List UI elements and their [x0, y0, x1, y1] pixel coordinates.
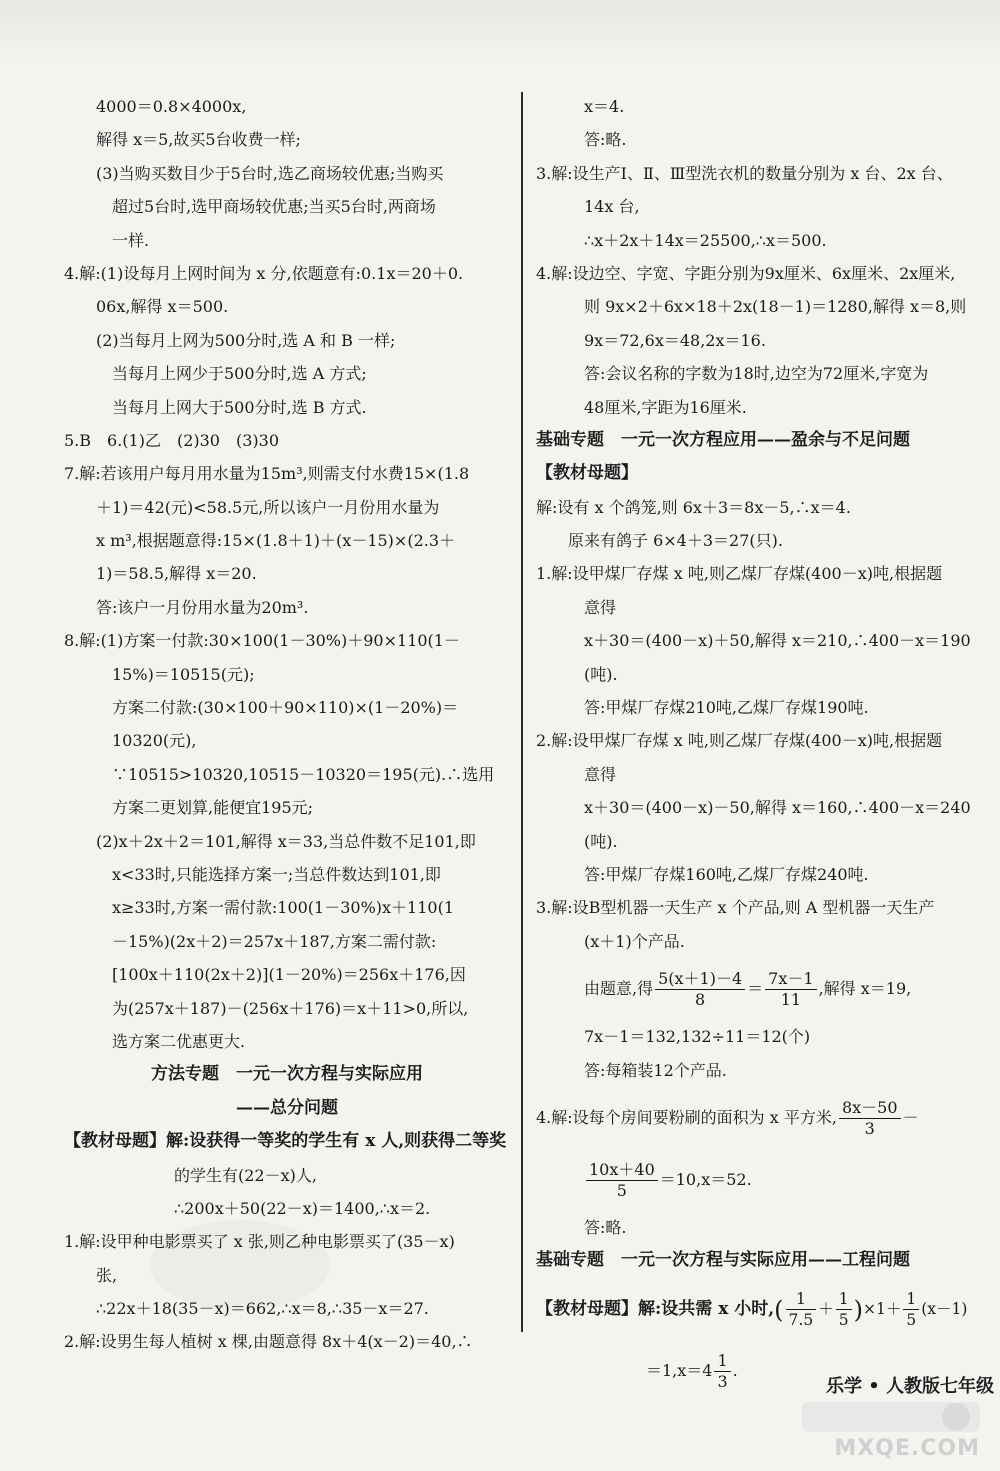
right-text-line: 4.解:设边空、字宽、字距分别为9x厘米、6x厘米、2x厘米,: [536, 263, 956, 283]
numerator: 1: [836, 1289, 852, 1310]
numerator: 1: [714, 1351, 730, 1372]
numerator: 1: [903, 1289, 919, 1310]
left-text-line: ∵10515>10320,10515－10320＝195(元).∴选用: [112, 764, 495, 784]
left-text-line: x m³,根据题意得:15×(1.8＋1)＋(x－15)×(2.3＋: [96, 531, 456, 551]
left-text-line: 8.解:(1)方案一付款:30×100(1－30%)＋90×110(1－: [64, 631, 460, 651]
right-text-line: 原来有鸽子 6×4＋3＝27(只).: [568, 531, 783, 551]
fraction: [655, 969, 745, 1010]
left-text-line: 06x,解得 x＝500.: [96, 297, 229, 317]
right-column: [536, 90, 976, 1402]
left-text-line: ——总分问题: [236, 1097, 338, 1118]
left-text-line: 7.解:若该用户每月用水量为15m³,则需支付水费15×(1.8: [64, 464, 470, 484]
left-text-line: 当每月上网少于500分时,选 A 方式;: [112, 364, 367, 384]
watermark-text: MXQE.COM: [834, 1436, 980, 1461]
left-text-line: 的学生有(22－x)人,: [174, 1165, 317, 1185]
equation-prefix: 由题意,得: [584, 979, 654, 999]
equation-prefix: ＝1,x＝4: [646, 1360, 713, 1380]
equation-suffix: ,解得 x＝19,: [818, 979, 912, 999]
left-text-line: 4000＝0.8×4000x,: [96, 97, 247, 116]
numerator: 8x－50: [839, 1098, 901, 1119]
page-footer: 乐学 • 人教版七年级: [825, 1376, 994, 1397]
fraction: [714, 1351, 730, 1392]
denominator: 5: [838, 1311, 849, 1330]
left-text-line: 1.解:设甲种电影票买了 x 张,则乙种电影票买了(35－x): [64, 1232, 455, 1252]
equation-suffix: ＝10,x＝52.: [659, 1169, 752, 1189]
left-text-line: [100x＋110(2x＋2)](1－20%)＝256x＋176,因: [112, 965, 466, 985]
left-text-line: 1)＝58.5,解得 x＝20.: [96, 564, 257, 584]
left-text-line: 超过5台时,选甲商场较优惠;当买5台时,两商场: [112, 197, 436, 217]
denominator: 5: [906, 1311, 917, 1330]
right-text-line: 基础专题 一元一次方程应用——盈余与不足问题: [536, 429, 910, 450]
left-text-line: 【教材母题】解:设获得一等奖的学生有 x 人,则获得二等奖: [64, 1131, 507, 1152]
denominator: 8: [695, 990, 706, 1010]
equation-prefix: 【教材母题】解:设共需 x 小时,: [536, 1298, 775, 1319]
left-text-line: (2)当每月上网为500分时,选 A 和 B 一样;: [96, 330, 396, 350]
fraction: [786, 1289, 817, 1330]
left-column: [64, 90, 510, 1359]
left-text-line: －15%)(2x＋2)＝257x＋187,方案二需付款:: [112, 931, 437, 951]
left-text-line: ∴200x＋50(22－x)＝1400,∴x＝2.: [174, 1198, 431, 1218]
left-text-line: 一样.: [112, 230, 150, 250]
right-text-line: 答:甲煤厂存煤160吨,乙煤厂存煤240吨.: [584, 864, 869, 884]
equation-line-1: [536, 958, 976, 1020]
denominator: 3: [864, 1118, 875, 1138]
left-text-line: 2.解:设男生每人植树 x 棵,由题意得 8x＋4(x－2)＝40,∴: [64, 1332, 473, 1352]
left-text-line: 4.解:(1)设每月上网时间为 x 分,依题意有:0.1x＝20＋0.: [64, 263, 464, 283]
equals-sign: ＝: [747, 979, 764, 999]
left-text-line: 方法专题 一元一次方程与实际应用: [151, 1064, 423, 1085]
fraction: [903, 1289, 919, 1330]
left-text-line: ＋1)＝42(元)<58.5元,所以该户一月份用水量为: [96, 497, 440, 517]
right-column-top: [536, 90, 976, 958]
right-text-line: 答:甲煤厂存煤210吨,乙煤厂存煤190吨.: [584, 698, 869, 718]
left-text-line: 10320(元),: [112, 731, 197, 751]
right-text-line: 答:略.: [584, 130, 627, 150]
left-text-line: 张,: [96, 1265, 118, 1285]
left-text-line: 5.B 6.(1)乙 (2)30 (3)30: [64, 430, 280, 450]
right-text-line: 解:设有 x 个鸽笼,则 6x＋3＝8x－5,∴x＝4.: [536, 497, 851, 517]
right-text-line: 2.解:设甲煤厂存煤 x 吨,则乙煤厂存煤(400－x)吨,根据题: [536, 731, 943, 751]
equation-line-4: 【教材母题】解:设共需 x 小时,( $\frac{1}{7.5}$ ＋ $\frac{1}{5}$ )×1＋ $\frac{1}{5}$ (x－1): [536, 1290, 968, 1330]
left-text-line: 答:该户一月份用水量为20m³.: [96, 597, 309, 617]
left-text-line: (3)当购买数目少于5台时,选乙商场较优惠;当购买: [96, 163, 444, 183]
left-text-line: 方案二付款:(30×100＋90×110)×(1－20%)＝: [112, 698, 459, 718]
right-text-line: 1.解:设甲煤厂存煤 x 吨,则乙煤厂存煤(400－x)吨,根据题: [536, 564, 943, 584]
equation-line-2: [536, 1087, 976, 1149]
numerator: 5(x＋1)－4: [655, 969, 745, 990]
right-text-line: (吨).: [584, 664, 618, 684]
left-text-line: x<33时,只能选择方案一;当总件数达到101,即: [112, 864, 441, 884]
fraction: [765, 969, 816, 1010]
denominator: 5: [616, 1180, 627, 1200]
denominator: 7.5: [788, 1311, 814, 1330]
right-text-line: 基础专题 一元一次方程与实际应用——工程问题: [536, 1250, 910, 1271]
plus-sign: ＋: [818, 1299, 834, 1318]
right-text-line: (吨).: [584, 831, 618, 851]
right-text-line: 意得: [584, 764, 617, 784]
denominator: 11: [780, 990, 802, 1010]
right-column-end: [536, 1211, 976, 1278]
numerator: 7x－1: [765, 969, 816, 990]
left-text-line: x≥33时,方案一需付款:100(1－30%)x＋110(1: [112, 898, 455, 918]
right-text-line: x＋30＝(400－x)－50,解得 x＝160,∴400－x＝240: [584, 798, 971, 818]
left-text-line: 解得 x＝5,故买5台收费一样;: [96, 130, 301, 150]
right-text-line: 答:会议名称的字数为18时,边空为72厘米,字宽为: [584, 364, 929, 384]
right-text-line: ∴x＋2x＋14x＝25500,∴x＝500.: [584, 230, 827, 250]
numerator: 1: [786, 1289, 817, 1310]
numerator: 10x＋40: [586, 1160, 658, 1181]
right-text-line: 7x－1＝132,132÷11＝12(个): [584, 1027, 811, 1047]
right-text-line: 14x 台,: [584, 197, 640, 217]
right-text-line: x＋30＝(400－x)＋50,解得 x＝210,∴400－x＝190: [584, 631, 971, 651]
left-text-line: 为(257x＋187)－(256x＋176)＝x＋11>0,所以,: [112, 998, 469, 1018]
equation-middle: ×1＋: [862, 1299, 902, 1318]
right-text-line: 3.解:设生产Ⅰ、Ⅱ、Ⅲ型洗衣机的数量分别为 x 台、2x 台、: [536, 163, 953, 183]
left-text-line: (2)x＋2x＋2＝101,解得 x＝33,当总件数不足101,即: [96, 831, 476, 851]
equation-line-3: [536, 1149, 976, 1211]
left-text-line: 方案二更划算,能便宜195元;: [112, 798, 314, 818]
right-text-line: 9x＝72,6x＝48,2x＝16.: [584, 330, 766, 350]
equation-suffix: .: [732, 1360, 738, 1380]
right-text-line: (x＋1)个产品.: [584, 931, 685, 951]
right-column-mid: [536, 1020, 976, 1087]
fraction: [836, 1289, 852, 1330]
left-text-line: 当每月上网大于500分时,选 B 方式.: [112, 397, 367, 417]
fraction: [839, 1098, 901, 1139]
right-text-line: x＝4.: [584, 97, 625, 116]
left-text-line: 15%)＝10515(元);: [112, 664, 255, 684]
right-text-line: 答:略.: [584, 1217, 627, 1237]
denominator: 3: [717, 1371, 728, 1391]
right-text-line: 意得: [584, 597, 617, 617]
right-text-line: 48厘米,字距为16厘米.: [584, 397, 747, 417]
right-text-line: 【教材母题】: [536, 463, 638, 484]
left-text-line: ∴22x＋18(35－x)＝662,∴x＝8,∴35－x＝27.: [96, 1299, 429, 1319]
equation-suffix: －: [902, 1107, 919, 1127]
right-text-line: 答:每箱装12个产品.: [584, 1060, 727, 1080]
column-divider: [521, 92, 523, 1332]
equation-prefix: 4.解:设每个房间要粉刷的面积为 x 平方米,: [536, 1107, 837, 1127]
right-text-line: 3.解:设B型机器一天生产 x 个产品,则 A 型机器一天生产: [536, 898, 935, 918]
equation-suffix: (x－1): [921, 1299, 968, 1318]
fraction: [586, 1160, 658, 1201]
left-text-line: 选方案二优惠更大.: [112, 1031, 246, 1051]
right-text-line: 则 9x×2＋6x×18＋2x(18－1)＝1280,解得 x＝8,则: [584, 297, 967, 317]
